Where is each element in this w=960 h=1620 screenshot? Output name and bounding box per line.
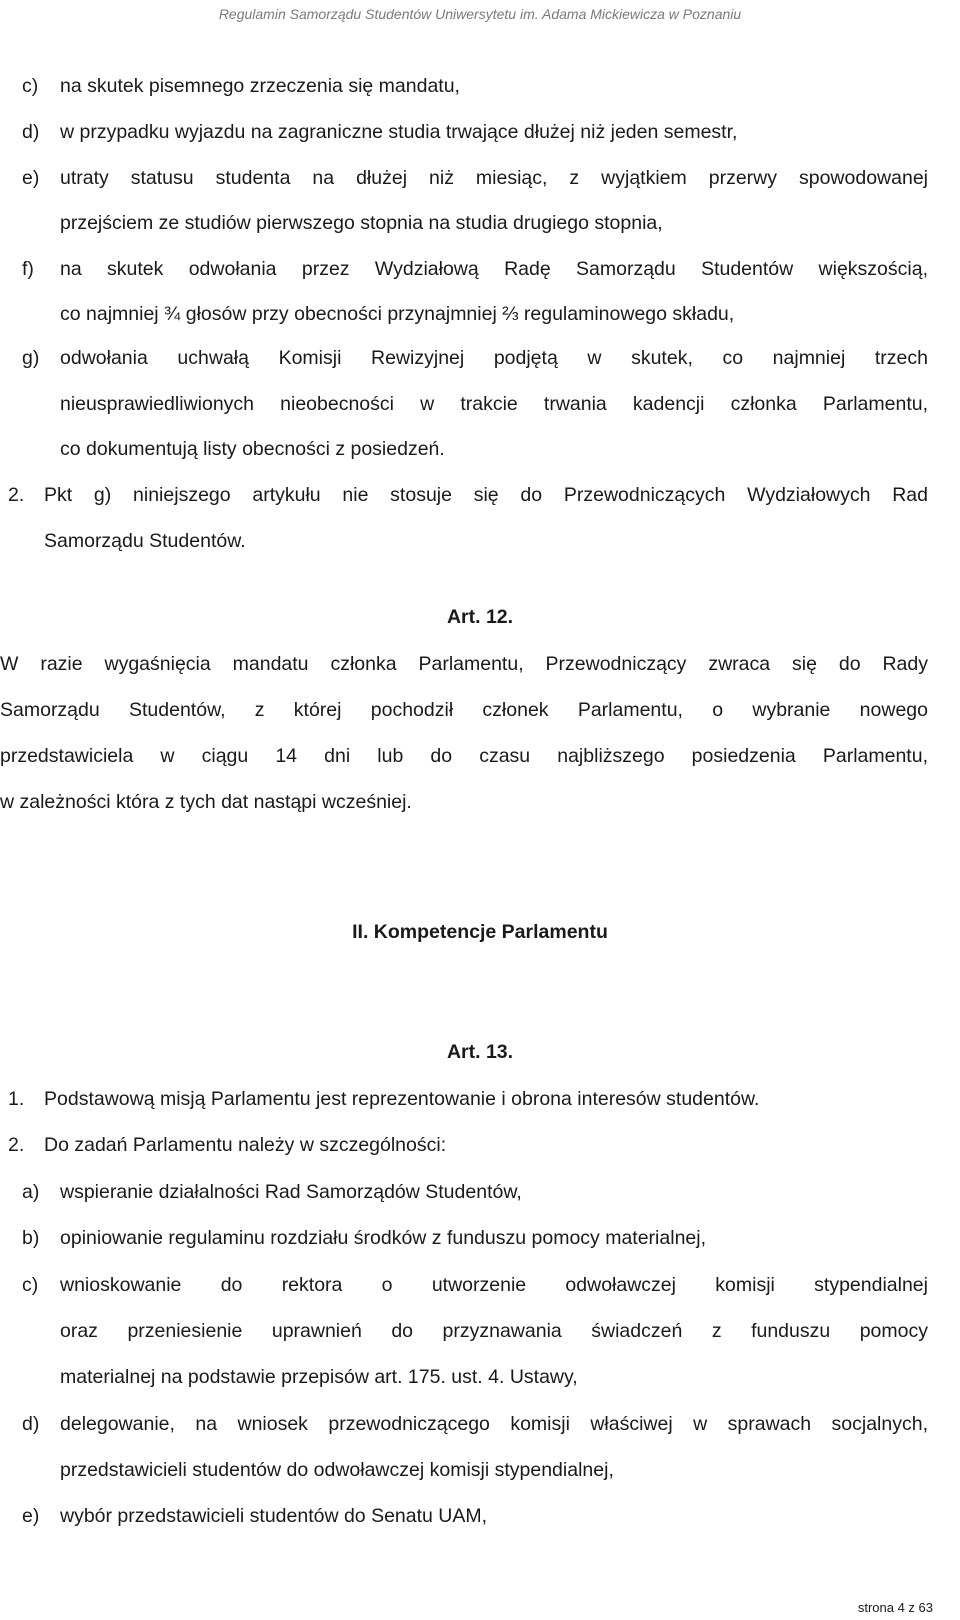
item-text: oraz przeniesienie uprawnień do przyznawania świadczeń z funduszu pomocy (60, 1320, 928, 1342)
point-text: Samorządu Studentów. (44, 530, 246, 552)
item-label: e) (22, 167, 40, 189)
item-label: b) (22, 1227, 40, 1249)
item-text: co najmniej ¾ głosów przy obecności przynajmniej ⅔ regulaminowego składu, (60, 303, 735, 325)
page-number: strona 4 z 63 (857, 1600, 933, 1615)
item-text: w przypadku wyjazdu na zagraniczne studia trwające dłużej niż jeden semestr, (60, 121, 738, 143)
paragraph-text: przedstawiciela w ciągu 14 dni lub do czasu najbliższego posiedzenia Parlamentu, (0, 745, 928, 767)
item-label: d) (22, 1413, 40, 1435)
item-text: opiniowanie regulaminu rozdziału środków z funduszu pomocy materialnej, (60, 1227, 707, 1249)
paragraph-text: Samorządu Studentów, z której pochodził członek Parlamentu, o wybranie nowego (0, 699, 928, 721)
running-header: Regulamin Samorządu Studentów Uniwersytetu im. Adama Mickiewicza w Poznaniu (218, 6, 742, 22)
item-text: wnioskowanie do rektora o utworzenie odwoławczej komisji stypendialnej (60, 1274, 928, 1296)
article-title: Art. 12. (446, 606, 514, 628)
item-text: utraty statusu studenta na dłużej niż miesiąc, z wyjątkiem przerwy spowodowanej (60, 167, 928, 189)
item-label: c) (22, 1274, 39, 1296)
point-label: 1. (8, 1088, 25, 1110)
point-text: Pkt g) niniejszego artykułu nie stosuje się do Przewodniczących Wydziałowych Rad (44, 484, 928, 506)
article-title: Art. 13. (446, 1041, 514, 1063)
item-label: f) (22, 258, 34, 280)
item-label: g) (22, 347, 40, 369)
section-heading: II. Kompetencje Parlamentu (352, 921, 608, 943)
item-text: przejściem ze studiów pierwszego stopnia na studia drugiego stopnia, (60, 212, 663, 234)
item-text: co dokumentują listy obecności z posiedzeń. (60, 438, 445, 460)
item-text: materialnej na podstawie przepisów art. 175. ust. 4. Ustawy, (60, 1366, 578, 1388)
item-text: delegowanie, na wniosek przewodniczącego komisji właściwej w sprawach socjalnych, (60, 1413, 928, 1435)
paragraph-text: w zależności która z tych dat nastąpi wcześniej. (0, 791, 412, 813)
item-text: nieusprawiedliwionych nieobecności w trakcie trwania kadencji członka Parlamentu, (60, 393, 928, 415)
point-text: Podstawową misją Parlamentu jest reprezentowanie i obrona interesów studentów. (44, 1088, 760, 1110)
item-text: wybór przedstawicieli studentów do Senatu UAM, (60, 1505, 488, 1527)
item-text: wspieranie działalności Rad Samorządów Studentów, (60, 1181, 522, 1203)
item-label: d) (22, 121, 40, 143)
item-label: a) (22, 1181, 40, 1203)
point-label: 2. (8, 1134, 25, 1156)
point-text: Do zadań Parlamentu należy w szczególności: (44, 1134, 447, 1156)
point-label: 2. (8, 484, 25, 506)
paragraph-text: W razie wygaśnięcia mandatu członka Parlamentu, Przewodniczący zwraca się do Rady (0, 653, 928, 675)
item-text: odwołania uchwałą Komisji Rewizyjnej podjętą w skutek, co najmniej trzech (60, 347, 928, 369)
item-label: e) (22, 1505, 40, 1527)
item-label: c) (22, 75, 39, 97)
item-text: na skutek pisemnego zrzeczenia się mandatu, (60, 75, 460, 97)
item-text: na skutek odwołania przez Wydziałową Radę Samorządu Studentów większością, (60, 258, 928, 280)
item-text: przedstawicieli studentów do odwoławczej komisji stypendialnej, (60, 1459, 614, 1481)
